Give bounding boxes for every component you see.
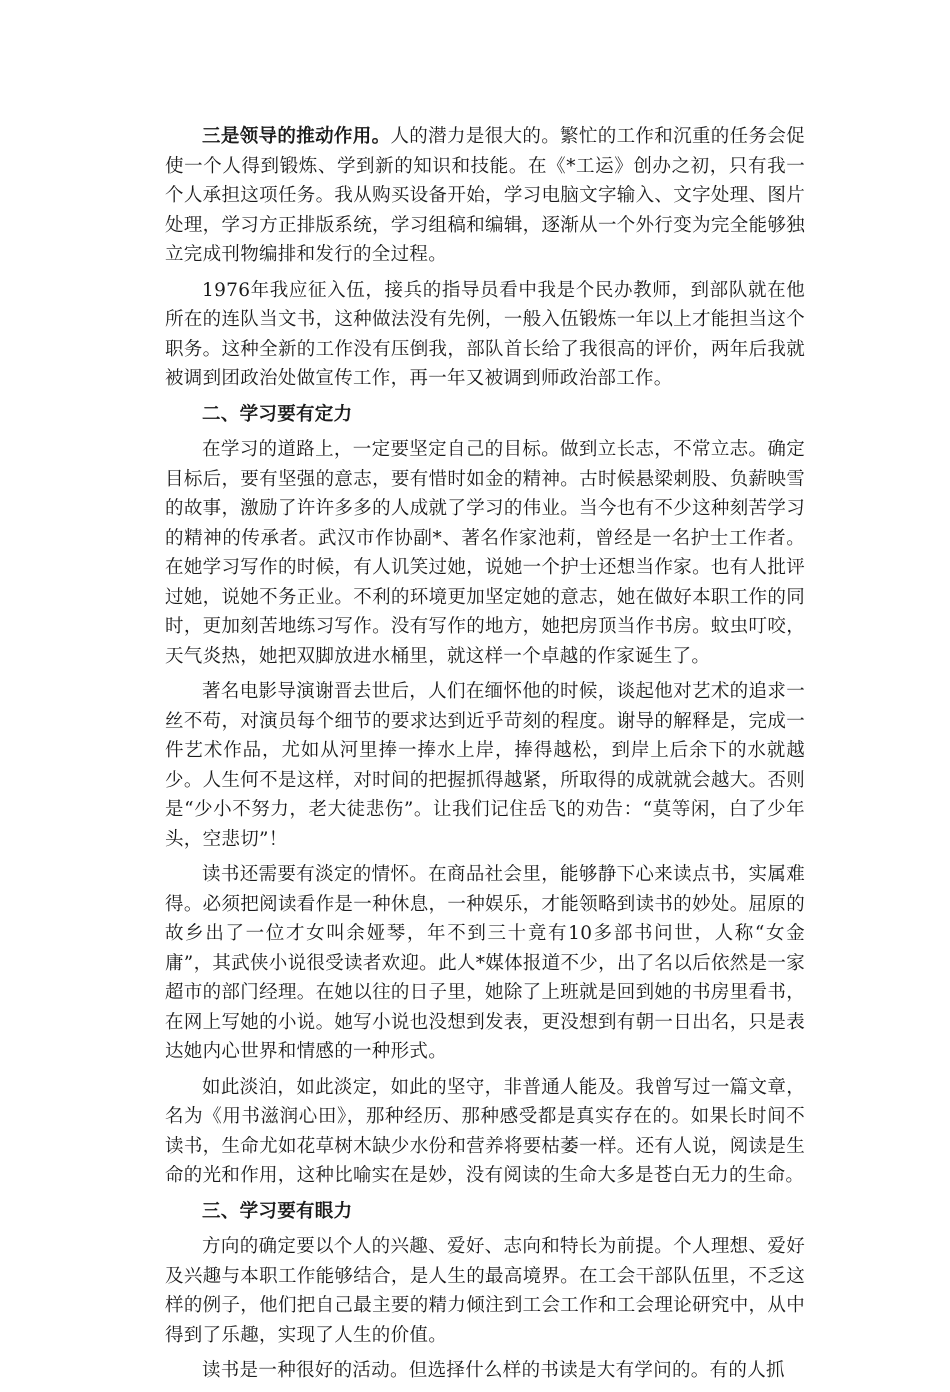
paragraph-body-text: 人的潜力是很大的。繁忙的工作和沉重的任务会促使一个人得到锻炼、学到新的知识和技能。在《*工运》创办之初，只有我一个人承担这项任务。我从购买设备开始，学习电脑文字输入、文字处理、图片处理，学习方正排版系统，学习组稿和编辑，逐渐从一个外行变为完全能够独立完成刊物编排和发行的全过程。 <box>165 126 805 265</box>
paragraph-xiejin: 著名电影导演谢晋去世后，人们在缅怀他的时候，谈起他对艺术的追求一丝不苟，对演员每个细节的要求达到近乎苛刻的程度。谢导的解释是，完成一件艺术作品，尤如从河里捧一捧水上岸，捧得越松，到岸上后余下的水就越少。人生何不是这样，对时间的把握抓得越紧，所取得的成就就会越大。否则是“少小不努力，老大徒悲伤”。让我们记住岳飞的劝告：“莫等闲，白了少年头，空悲切”！ <box>165 681 805 850</box>
paragraph-goals: 在学习的道路上，一定要坚定自己的目标。做到立长志，不常立志。确定目标后，要有坚强的意志，要有惜时如金的精神。古时候悬梁刺股、负薪映雪的故事，激励了许许多多的人成就了学习的伟业。当今也有不少这种刻苦学习的精神的传承者。武汉市作协副*、著名作家池莉，曾经是一名护士工作者。在她学习写作的时候，有人讥笑过她，说她一个护士还想当作家。也有人批评过她，说她不务正业。不利的环境更加坚定她的意志，她在做好本职工作的同时，更加刻苦地练习写作。没有写作的地方，她把房顶当作书房。蚊虫叮咬，天气炎热，她把双脚放进水桶里，就这样一个卓越的作家诞生了。 <box>165 439 805 667</box>
paragraph-tranquility: 如此淡泊，如此淡定，如此的坚守，非普通人能及。我曾写过一篇文章，名为《用书滋润心田》，那种经历、那种感受都是真实存在的。如果长时间不读书，生命尤如花草树木缺少水份和营养将要枯萎一样。还有人说，阅读是生命的光和作用，这种比喻实在是妙，没有阅读的生命大多是苍白无力的生命。 <box>165 1076 805 1186</box>
paragraph-enlistment: 1976年我应征入伍，接兵的指导员看中我是个民办教师，到部队就在他所在的连队当文书，这种做法没有先例，一般入伍锻炼一年以上才能担当这个职务。这种全新的工作没有压倒我，部队首长给了我很高的评价，两年后我就被调到团政治处做宣传工作，再一年又被调到师政治部工作。 <box>165 279 805 389</box>
paragraph-direction: 方向的确定要以个人的兴趣、爱好、志向和特长为前提。个人理想、爱好及兴趣与本职工作能够结合，是人生的最高境界。在工会干部队伍里，不乏这样的例子，他们把自己最主要的精力倾注到工会工作和工会理论研究中，从中得到了乐趣，实现了人生的价值。 <box>165 1236 805 1346</box>
section-heading-vision: 三、学习要有眼力 <box>202 1200 353 1222</box>
document-page <box>165 122 805 1392</box>
paragraph-calm-reading: 读书还需要有淡定的情怀。在商品社会里，能够静下心来读点书，实属难得。必须把阅读看作是一种休息，一种娱乐，才能领略到读书的妙处。屈原的故乡出了一位才女叫余娅琴，年不到三十竟有10多部书问世，人称“女金庸”，其武侠小说很受读者欢迎。此人*媒体报道不少，出了名以后依然是一家超市的部门经理。在她以往的日子里，她除了上班就是回到她的书房里看书，在网上写她的小说。她写小说也没想到发表，更没想到有朝一日出名，只是表达她内心世界和情感的一种形式。 <box>165 864 805 1062</box>
paragraph-lead-text: 三是领导的推动作用。 <box>202 126 391 147</box>
paragraph-leadership <box>165 122 805 270</box>
paragraph-book-choice: 读书是一种很好的活动。但选择什么样的书读是大有学问的。有的人抓 <box>202 1360 785 1381</box>
section-heading-focus: 二、学习要有定力 <box>202 403 353 425</box>
